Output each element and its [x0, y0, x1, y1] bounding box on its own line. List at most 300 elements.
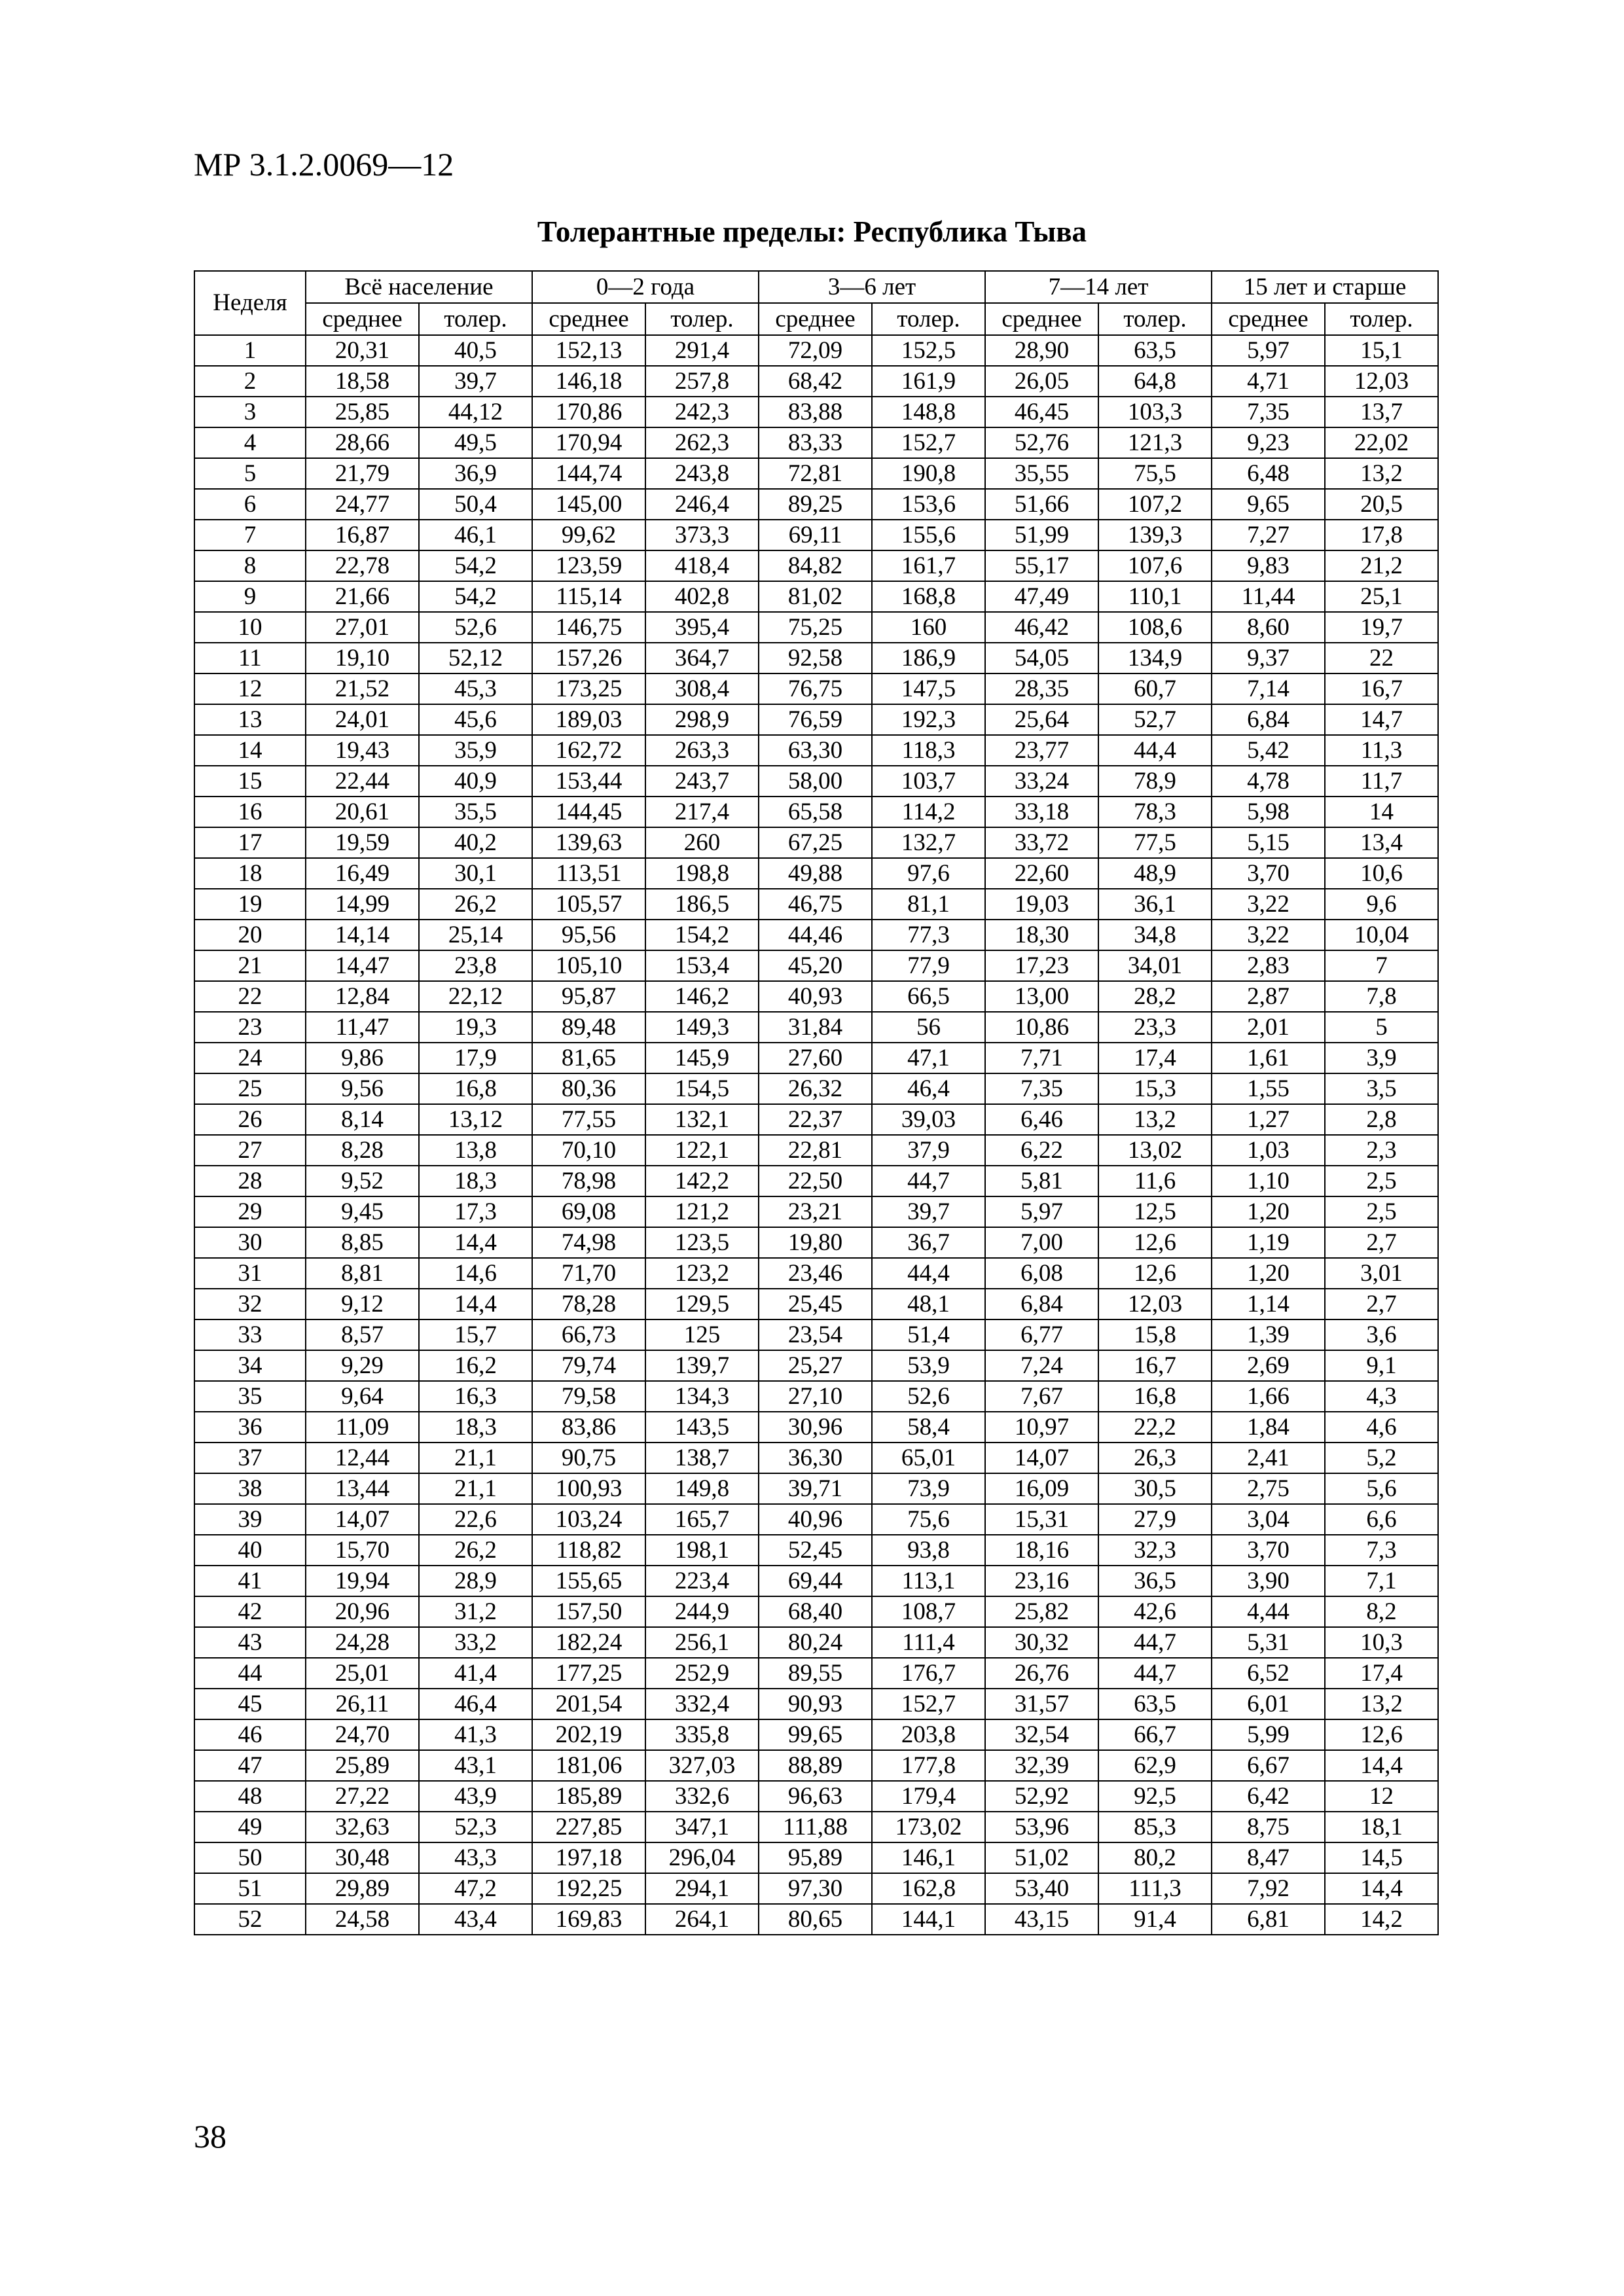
value-cell: 90,93 — [759, 1689, 872, 1719]
value-cell: 2,69 — [1212, 1350, 1325, 1381]
value-cell: 25,85 — [306, 397, 419, 427]
value-cell: 28,9 — [419, 1566, 532, 1596]
value-cell: 40,9 — [419, 766, 532, 797]
table-row — [194, 643, 1438, 673]
value-cell: 26,11 — [306, 1689, 419, 1719]
table-row — [194, 673, 1438, 704]
table-row — [194, 335, 1438, 366]
value-cell: 147,5 — [872, 673, 985, 704]
value-cell: 90,75 — [532, 1443, 645, 1473]
value-cell: 9,83 — [1212, 550, 1325, 581]
table-row — [194, 489, 1438, 520]
value-cell: 123,59 — [532, 550, 645, 581]
value-cell: 22,37 — [759, 1104, 872, 1135]
value-cell: 6,77 — [985, 1319, 1098, 1350]
week-cell: 8 — [194, 550, 306, 581]
week-column-header: Неделя — [194, 271, 306, 335]
value-cell: 92,58 — [759, 643, 872, 673]
value-cell: 5,6 — [1325, 1473, 1438, 1504]
value-cell: 51,4 — [872, 1319, 985, 1350]
value-cell: 190,8 — [872, 458, 985, 489]
value-cell: 173,25 — [532, 673, 645, 704]
value-cell: 52,76 — [985, 427, 1098, 458]
value-cell: 6,01 — [1212, 1689, 1325, 1719]
value-cell: 3,70 — [1212, 858, 1325, 889]
value-cell: 12,03 — [1098, 1289, 1212, 1319]
value-cell: 8,2 — [1325, 1596, 1438, 1627]
value-cell: 28,90 — [985, 335, 1098, 366]
value-cell: 27,60 — [759, 1043, 872, 1073]
value-cell: 89,48 — [532, 1012, 645, 1043]
week-cell: 17 — [194, 827, 306, 858]
table-row — [194, 735, 1438, 766]
table-header — [194, 271, 1438, 335]
value-cell: 198,1 — [645, 1535, 759, 1566]
value-cell: 52,3 — [419, 1812, 532, 1842]
week-cell: 9 — [194, 581, 306, 612]
value-cell: 138,7 — [645, 1443, 759, 1473]
value-cell: 60,7 — [1098, 673, 1212, 704]
value-cell: 85,3 — [1098, 1812, 1212, 1842]
value-cell: 192,25 — [532, 1873, 645, 1904]
week-cell: 5 — [194, 458, 306, 489]
value-cell: 14,7 — [1325, 704, 1438, 735]
value-cell: 17,23 — [985, 950, 1098, 981]
value-cell: 2,83 — [1212, 950, 1325, 981]
value-cell: 69,11 — [759, 520, 872, 550]
value-cell: 23,21 — [759, 1196, 872, 1227]
value-cell: 63,5 — [1098, 335, 1212, 366]
table-row — [194, 1166, 1438, 1196]
value-cell: 28,35 — [985, 673, 1098, 704]
value-cell: 96,63 — [759, 1781, 872, 1812]
value-cell: 11,7 — [1325, 766, 1438, 797]
value-cell: 2,01 — [1212, 1012, 1325, 1043]
table-row — [194, 1904, 1438, 1935]
value-cell: 1,19 — [1212, 1227, 1325, 1258]
week-cell: 52 — [194, 1904, 306, 1935]
value-cell: 48,9 — [1098, 858, 1212, 889]
value-cell: 19,59 — [306, 827, 419, 858]
value-cell: 9,29 — [306, 1350, 419, 1381]
value-cell: 145,00 — [532, 489, 645, 520]
value-cell: 327,03 — [645, 1750, 759, 1781]
value-cell: 107,2 — [1098, 489, 1212, 520]
value-cell: 17,4 — [1325, 1658, 1438, 1689]
value-cell: 76,75 — [759, 673, 872, 704]
value-cell: 16,87 — [306, 520, 419, 550]
value-cell: 32,3 — [1098, 1535, 1212, 1566]
value-cell: 6,84 — [1212, 704, 1325, 735]
value-cell: 154,2 — [645, 920, 759, 950]
week-cell: 18 — [194, 858, 306, 889]
value-cell: 49,88 — [759, 858, 872, 889]
value-cell: 243,8 — [645, 458, 759, 489]
value-cell: 10,86 — [985, 1012, 1098, 1043]
value-cell: 39,71 — [759, 1473, 872, 1504]
value-cell: 17,8 — [1325, 520, 1438, 550]
value-cell: 3,9 — [1325, 1043, 1438, 1073]
value-cell: 152,13 — [532, 335, 645, 366]
value-cell: 19,3 — [419, 1012, 532, 1043]
week-cell: 10 — [194, 612, 306, 643]
table-row — [194, 1350, 1438, 1381]
value-cell: 95,89 — [759, 1842, 872, 1873]
value-cell: 16,3 — [419, 1381, 532, 1412]
value-cell: 64,8 — [1098, 366, 1212, 397]
value-cell: 25,01 — [306, 1658, 419, 1689]
value-cell: 14,4 — [419, 1227, 532, 1258]
value-cell: 114,2 — [872, 797, 985, 827]
value-cell: 77,5 — [1098, 827, 1212, 858]
value-cell: 146,18 — [532, 366, 645, 397]
value-cell: 50,4 — [419, 489, 532, 520]
value-cell: 201,54 — [532, 1689, 645, 1719]
value-cell: 10,3 — [1325, 1627, 1438, 1658]
value-cell: 12,44 — [306, 1443, 419, 1473]
value-cell: 52,12 — [419, 643, 532, 673]
value-cell: 9,6 — [1325, 889, 1438, 920]
week-cell: 49 — [194, 1812, 306, 1842]
value-cell: 3,90 — [1212, 1566, 1325, 1596]
value-cell: 45,20 — [759, 950, 872, 981]
value-cell: 1,61 — [1212, 1043, 1325, 1073]
table-row — [194, 520, 1438, 550]
value-cell: 373,3 — [645, 520, 759, 550]
value-cell: 28,2 — [1098, 981, 1212, 1012]
value-cell: 43,3 — [419, 1842, 532, 1873]
week-cell: 1 — [194, 335, 306, 366]
week-cell: 16 — [194, 797, 306, 827]
value-cell: 66,7 — [1098, 1719, 1212, 1750]
value-cell: 9,37 — [1212, 643, 1325, 673]
value-cell: 7,24 — [985, 1350, 1098, 1381]
value-cell: 149,8 — [645, 1473, 759, 1504]
value-cell: 44,7 — [872, 1166, 985, 1196]
value-cell: 34,8 — [1098, 920, 1212, 950]
value-cell: 105,10 — [532, 950, 645, 981]
value-cell: 103,3 — [1098, 397, 1212, 427]
value-cell: 25,14 — [419, 920, 532, 950]
value-cell: 13,2 — [1098, 1104, 1212, 1135]
week-cell: 42 — [194, 1596, 306, 1627]
value-cell: 364,7 — [645, 643, 759, 673]
value-cell: 79,58 — [532, 1381, 645, 1412]
value-cell: 100,93 — [532, 1473, 645, 1504]
value-cell: 16,7 — [1325, 673, 1438, 704]
value-cell: 7,1 — [1325, 1566, 1438, 1596]
value-cell: 8,85 — [306, 1227, 419, 1258]
value-cell: 40,93 — [759, 981, 872, 1012]
value-cell: 19,7 — [1325, 612, 1438, 643]
value-cell: 108,7 — [872, 1596, 985, 1627]
value-cell: 23,54 — [759, 1319, 872, 1350]
value-cell: 157,50 — [532, 1596, 645, 1627]
week-cell: 44 — [194, 1658, 306, 1689]
value-cell: 97,6 — [872, 858, 985, 889]
value-cell: 14,4 — [419, 1289, 532, 1319]
value-cell: 144,45 — [532, 797, 645, 827]
value-cell: 155,65 — [532, 1566, 645, 1596]
week-cell: 7 — [194, 520, 306, 550]
value-cell: 153,6 — [872, 489, 985, 520]
value-cell: 308,4 — [645, 673, 759, 704]
value-cell: 66,5 — [872, 981, 985, 1012]
value-cell: 75,25 — [759, 612, 872, 643]
value-cell: 26,05 — [985, 366, 1098, 397]
value-cell: 66,73 — [532, 1319, 645, 1350]
table-row — [194, 797, 1438, 827]
value-cell: 12,6 — [1098, 1227, 1212, 1258]
value-cell: 95,56 — [532, 920, 645, 950]
value-cell: 92,5 — [1098, 1781, 1212, 1812]
value-cell: 111,3 — [1098, 1873, 1212, 1904]
subheader: толер. — [1098, 303, 1212, 335]
value-cell: 19,80 — [759, 1227, 872, 1258]
value-cell: 2,7 — [1325, 1289, 1438, 1319]
value-cell: 16,49 — [306, 858, 419, 889]
value-cell: 12,03 — [1325, 366, 1438, 397]
value-cell: 132,7 — [872, 827, 985, 858]
value-cell: 9,12 — [306, 1289, 419, 1319]
value-cell: 69,44 — [759, 1566, 872, 1596]
value-cell: 20,61 — [306, 797, 419, 827]
value-cell: 198,8 — [645, 858, 759, 889]
value-cell: 18,3 — [419, 1166, 532, 1196]
value-cell: 402,8 — [645, 581, 759, 612]
value-cell: 3,01 — [1325, 1258, 1438, 1289]
value-cell: 143,5 — [645, 1412, 759, 1443]
value-cell: 14,2 — [1325, 1904, 1438, 1935]
value-cell: 132,1 — [645, 1104, 759, 1135]
value-cell: 177,8 — [872, 1750, 985, 1781]
value-cell: 51,99 — [985, 520, 1098, 550]
value-cell: 264,1 — [645, 1904, 759, 1935]
value-cell: 9,65 — [1212, 489, 1325, 520]
value-cell: 8,28 — [306, 1135, 419, 1166]
value-cell: 43,9 — [419, 1781, 532, 1812]
value-cell: 78,9 — [1098, 766, 1212, 797]
value-cell: 72,81 — [759, 458, 872, 489]
value-cell: 123,2 — [645, 1258, 759, 1289]
value-cell: 139,7 — [645, 1350, 759, 1381]
value-cell: 95,87 — [532, 981, 645, 1012]
value-cell: 7,71 — [985, 1043, 1098, 1073]
subheader: среднее — [1212, 303, 1325, 335]
table-row — [194, 1227, 1438, 1258]
value-cell: 125 — [645, 1319, 759, 1350]
value-cell: 161,9 — [872, 366, 985, 397]
value-cell: 11,44 — [1212, 581, 1325, 612]
value-cell: 11,09 — [306, 1412, 419, 1443]
value-cell: 46,4 — [872, 1073, 985, 1104]
value-cell: 157,26 — [532, 643, 645, 673]
value-cell: 4,3 — [1325, 1381, 1438, 1412]
value-cell: 260 — [645, 827, 759, 858]
value-cell: 53,96 — [985, 1812, 1098, 1842]
value-cell: 53,40 — [985, 1873, 1098, 1904]
document-code: МР 3.1.2.0069—12 — [194, 146, 454, 183]
value-cell: 51,66 — [985, 489, 1098, 520]
value-cell: 118,82 — [532, 1535, 645, 1566]
value-cell: 80,65 — [759, 1904, 872, 1935]
value-cell: 25,89 — [306, 1750, 419, 1781]
value-cell: 103,24 — [532, 1504, 645, 1535]
value-cell: 121,2 — [645, 1196, 759, 1227]
week-cell: 29 — [194, 1196, 306, 1227]
value-cell: 144,74 — [532, 458, 645, 489]
value-cell: 30,96 — [759, 1412, 872, 1443]
value-cell: 23,77 — [985, 735, 1098, 766]
value-cell: 134,9 — [1098, 643, 1212, 673]
value-cell: 1,39 — [1212, 1319, 1325, 1350]
value-cell: 80,36 — [532, 1073, 645, 1104]
value-cell: 170,94 — [532, 427, 645, 458]
value-cell: 22,12 — [419, 981, 532, 1012]
value-cell: 26,3 — [1098, 1443, 1212, 1473]
value-cell: 243,7 — [645, 766, 759, 797]
value-cell: 44,12 — [419, 397, 532, 427]
week-cell: 39 — [194, 1504, 306, 1535]
value-cell: 146,2 — [645, 981, 759, 1012]
value-cell: 44,7 — [1098, 1627, 1212, 1658]
value-cell: 21,1 — [419, 1443, 532, 1473]
table-row — [194, 1196, 1438, 1227]
value-cell: 36,1 — [1098, 889, 1212, 920]
subheader: среднее — [306, 303, 419, 335]
value-cell: 13,00 — [985, 981, 1098, 1012]
table-row — [194, 1627, 1438, 1658]
value-cell: 21,2 — [1325, 550, 1438, 581]
value-cell: 24,58 — [306, 1904, 419, 1935]
value-cell: 15,8 — [1098, 1319, 1212, 1350]
group-header: Всё население — [306, 271, 532, 303]
value-cell: 36,9 — [419, 458, 532, 489]
value-cell: 10,04 — [1325, 920, 1438, 950]
value-cell: 115,14 — [532, 581, 645, 612]
value-cell: 3,5 — [1325, 1073, 1438, 1104]
value-cell: 185,89 — [532, 1781, 645, 1812]
group-header: 3—6 лет — [759, 271, 985, 303]
week-cell: 11 — [194, 643, 306, 673]
value-cell: 25,1 — [1325, 581, 1438, 612]
value-cell: 52,6 — [419, 612, 532, 643]
value-cell: 4,6 — [1325, 1412, 1438, 1443]
value-cell: 32,54 — [985, 1719, 1098, 1750]
week-cell: 13 — [194, 704, 306, 735]
value-cell: 3,6 — [1325, 1319, 1438, 1350]
value-cell: 68,40 — [759, 1596, 872, 1627]
value-cell: 18,3 — [419, 1412, 532, 1443]
value-cell: 19,43 — [306, 735, 419, 766]
value-cell: 22,44 — [306, 766, 419, 797]
value-cell: 30,48 — [306, 1842, 419, 1873]
value-cell: 34,01 — [1098, 950, 1212, 981]
value-cell: 142,2 — [645, 1166, 759, 1196]
value-cell: 7,35 — [1212, 397, 1325, 427]
value-cell: 152,5 — [872, 335, 985, 366]
table-row — [194, 1504, 1438, 1535]
value-cell: 4,44 — [1212, 1596, 1325, 1627]
value-cell: 296,04 — [645, 1842, 759, 1873]
value-cell: 6,52 — [1212, 1658, 1325, 1689]
value-cell: 21,1 — [419, 1473, 532, 1504]
value-cell: 33,2 — [419, 1627, 532, 1658]
table-row — [194, 397, 1438, 427]
value-cell: 1,20 — [1212, 1196, 1325, 1227]
value-cell: 21,52 — [306, 673, 419, 704]
table-row — [194, 1535, 1438, 1566]
value-cell: 30,1 — [419, 858, 532, 889]
tolerance-table — [194, 270, 1439, 1935]
value-cell: 19,94 — [306, 1566, 419, 1596]
value-cell: 91,4 — [1098, 1904, 1212, 1935]
value-cell: 46,45 — [985, 397, 1098, 427]
value-cell: 186,5 — [645, 889, 759, 920]
value-cell: 9,52 — [306, 1166, 419, 1196]
value-cell: 1,20 — [1212, 1258, 1325, 1289]
value-cell: 30,32 — [985, 1627, 1098, 1658]
value-cell: 5,31 — [1212, 1627, 1325, 1658]
value-cell: 24,28 — [306, 1627, 419, 1658]
value-cell: 6,6 — [1325, 1504, 1438, 1535]
table-row — [194, 581, 1438, 612]
table-row — [194, 981, 1438, 1012]
value-cell: 335,8 — [645, 1719, 759, 1750]
table-row — [194, 1319, 1438, 1350]
value-cell: 8,75 — [1212, 1812, 1325, 1842]
value-cell: 25,82 — [985, 1596, 1098, 1627]
value-cell: 11,47 — [306, 1012, 419, 1043]
value-cell: 40,2 — [419, 827, 532, 858]
value-cell: 9,23 — [1212, 427, 1325, 458]
value-cell: 19,03 — [985, 889, 1098, 920]
value-cell: 7,8 — [1325, 981, 1438, 1012]
table-row — [194, 366, 1438, 397]
value-cell: 105,57 — [532, 889, 645, 920]
value-cell: 70,10 — [532, 1135, 645, 1166]
value-cell: 165,7 — [645, 1504, 759, 1535]
week-cell: 46 — [194, 1719, 306, 1750]
value-cell: 153,44 — [532, 766, 645, 797]
value-cell: 89,55 — [759, 1658, 872, 1689]
value-cell: 12,5 — [1098, 1196, 1212, 1227]
value-cell: 39,7 — [419, 366, 532, 397]
group-header: 7—14 лет — [985, 271, 1212, 303]
value-cell: 182,24 — [532, 1627, 645, 1658]
subheader: толер. — [1325, 303, 1438, 335]
value-cell: 16,2 — [419, 1350, 532, 1381]
value-cell: 22,78 — [306, 550, 419, 581]
value-cell: 31,2 — [419, 1596, 532, 1627]
value-cell: 17,9 — [419, 1043, 532, 1073]
value-cell: 41,4 — [419, 1658, 532, 1689]
value-cell: 22,6 — [419, 1504, 532, 1535]
value-cell: 20,31 — [306, 335, 419, 366]
group-header: 0—2 года — [532, 271, 759, 303]
value-cell: 113,1 — [872, 1566, 985, 1596]
value-cell: 14,14 — [306, 920, 419, 950]
value-cell: 123,5 — [645, 1227, 759, 1258]
value-cell: 5,97 — [1212, 335, 1325, 366]
value-cell: 18,16 — [985, 1535, 1098, 1566]
value-cell: 18,58 — [306, 366, 419, 397]
value-cell: 8,57 — [306, 1319, 419, 1350]
value-cell: 1,14 — [1212, 1289, 1325, 1319]
value-cell: 99,65 — [759, 1719, 872, 1750]
value-cell: 72,09 — [759, 335, 872, 366]
value-cell: 22,81 — [759, 1135, 872, 1166]
